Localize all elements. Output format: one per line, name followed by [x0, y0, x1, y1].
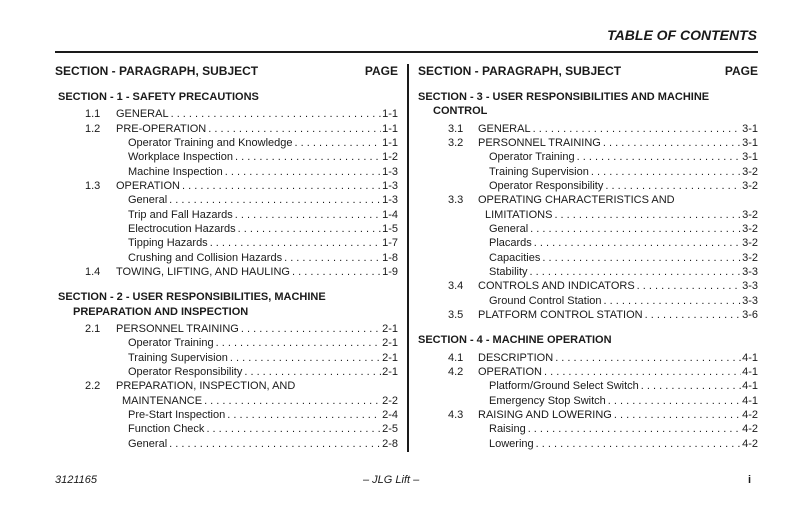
dot-leader: [603, 136, 741, 150]
toc-entry[interactable]: [418, 365, 758, 379]
toc-entry-number: 4.2: [448, 366, 464, 379]
toc-entry-title: Function Check: [128, 423, 205, 436]
toc-entry-page: 3-6: [742, 309, 758, 322]
toc-entry-title: CONTROLS AND INDICATORS: [478, 280, 635, 293]
dot-leader: [235, 208, 381, 222]
toc-entry-title: GENERAL: [116, 108, 169, 121]
toc-entry-title: GENERAL: [478, 122, 531, 135]
toc-entry[interactable]: [55, 208, 398, 222]
toc-entry-page: 2-1: [382, 337, 398, 350]
toc-entry-page: 2-1: [382, 366, 398, 379]
toc-entry[interactable]: [418, 279, 758, 293]
toc-entry-page: 4-1: [742, 380, 758, 393]
toc-entry[interactable]: [55, 251, 398, 265]
toc-entry-title: Crushing and Collision Hazards: [128, 251, 283, 264]
toc-entry[interactable]: [55, 107, 398, 121]
dot-leader: [555, 351, 741, 365]
dot-leader: [554, 208, 741, 222]
section-3-title-line2: CONTROL: [433, 105, 488, 118]
column-divider: [407, 64, 409, 452]
toc-entry-title: Operator Training: [128, 337, 214, 350]
toc-entry-number: 2.1: [85, 323, 101, 336]
toc-entry[interactable]: [55, 322, 398, 336]
header-rule: [55, 51, 758, 53]
toc-entry[interactable]: [418, 394, 758, 408]
toc-entry-page: 1-4: [382, 208, 398, 221]
section-2-title: [58, 290, 398, 319]
toc-entry[interactable]: [418, 265, 758, 279]
dot-leader: [182, 179, 381, 193]
toc-entry-title: PERSONNEL TRAINING: [478, 136, 601, 149]
toc-entry-title: Electrocution Hazards: [128, 223, 236, 236]
column-heading: [55, 62, 398, 82]
toc-entry-page: 1-1: [382, 136, 398, 149]
toc-entry[interactable]: [55, 136, 398, 150]
toc-entry-page: 3-2: [742, 208, 758, 221]
toc-entry[interactable]: [55, 394, 398, 408]
toc-entry[interactable]: [55, 150, 398, 164]
toc-entry-page: 1-3: [382, 194, 398, 207]
toc-entry-page: 3-2: [742, 251, 758, 264]
toc-entry-page: 2-1: [382, 351, 398, 364]
page-title: TABLE OF CONTENTS: [607, 27, 757, 43]
toc-entry-number: 3.2: [448, 136, 464, 149]
toc-entry-title: Stability: [489, 266, 528, 279]
toc-entry[interactable]: [55, 122, 398, 136]
toc-entry-number: 4.3: [448, 409, 464, 422]
section-4-entries: [418, 351, 758, 451]
toc-entry-number: 3.5: [448, 309, 464, 322]
dot-leader: [206, 422, 381, 436]
column-heading-subject: SECTION - PARAGRAPH, SUBJECT: [55, 64, 259, 78]
toc-entry-page: 3-2: [742, 237, 758, 250]
toc-entry-title: Operator Training and Knowledge: [128, 136, 293, 149]
toc-entry-title: PERSONNEL TRAINING: [116, 323, 239, 336]
dot-leader: [171, 107, 382, 121]
toc-entry-page: 1-3: [382, 165, 398, 178]
dot-leader: [604, 294, 742, 308]
toc-entry[interactable]: [418, 294, 758, 308]
dot-leader: [605, 179, 741, 193]
toc-entry-page: 3-2: [742, 223, 758, 235]
toc-entry[interactable]: [55, 365, 398, 379]
toc-entry[interactable]: [418, 193, 758, 207]
toc-entry[interactable]: [55, 379, 398, 393]
toc-entry-page: 2-8: [382, 437, 398, 450]
dot-leader: [230, 351, 381, 365]
toc-entry[interactable]: [55, 179, 398, 193]
toc-entry-number: 2.2: [85, 380, 101, 393]
toc-entry[interactable]: [55, 265, 398, 279]
toc-entry[interactable]: [418, 165, 758, 179]
dot-leader: [292, 265, 381, 279]
toc-entry-number: 1.1: [85, 108, 101, 121]
toc-entry[interactable]: [418, 236, 758, 250]
section-1-entries: [55, 107, 398, 279]
dot-leader: [227, 408, 381, 422]
dot-leader: [216, 336, 381, 350]
toc-entry-page: 1-8: [382, 251, 398, 264]
toc-entry[interactable]: [55, 236, 398, 250]
toc-entry[interactable]: [418, 437, 758, 451]
toc-entry[interactable]: [418, 351, 758, 365]
dot-leader: [238, 222, 381, 236]
toc-entry[interactable]: [55, 351, 398, 365]
toc-entry-page: 1-1: [382, 122, 398, 135]
column-heading-subject-right: SECTION - PARAGRAPH, SUBJECT: [418, 64, 622, 78]
dot-leader: [536, 437, 741, 451]
toc-entry-title: TOWING, LIFTING, AND HAULING: [116, 266, 290, 279]
toc-entry-title: Training Supervision: [128, 351, 228, 364]
dot-leader: [533, 122, 742, 136]
toc-entry-page: 4-1: [742, 366, 758, 379]
toc-entry-title: Operator Responsibility: [489, 179, 604, 192]
dot-leader: [530, 222, 741, 236]
toc-entry[interactable]: [418, 208, 758, 222]
toc-entry-page: 2-5: [382, 423, 398, 436]
right-column: [418, 62, 758, 451]
toc-entry[interactable]: [418, 379, 758, 393]
dot-leader: [641, 379, 741, 393]
toc-entry[interactable]: [418, 150, 758, 164]
toc-entry[interactable]: [418, 122, 758, 136]
toc-entry-title: Placards: [489, 237, 532, 250]
toc-entry-number: 1.4: [85, 266, 101, 279]
toc-entry-title: Raising: [489, 423, 526, 436]
toc-entry[interactable]: [418, 251, 758, 265]
toc-entry[interactable]: [55, 193, 398, 207]
toc-entry-title: PREPARATION, INSPECTION, AND: [116, 380, 296, 393]
toc-entry-number: 4.1: [448, 351, 464, 364]
toc-entry[interactable]: [418, 179, 758, 193]
toc-entry-title: Capacities: [489, 251, 541, 264]
toc-entry-number: 3.3: [448, 194, 464, 207]
toc-entry-title: Operator Responsibility: [128, 366, 243, 379]
dot-leader: [645, 308, 741, 322]
toc-entry-title: OPERATION: [478, 366, 542, 379]
dot-leader: [244, 365, 381, 379]
toc-entry-number: 3.1: [448, 122, 464, 135]
dot-leader: [542, 251, 741, 265]
toc-entry-page: 4-1: [742, 394, 758, 407]
toc-entry-title: OPERATION: [116, 180, 180, 193]
section-2-title-line2: PREPARATION AND INSPECTION: [73, 305, 249, 318]
dot-leader: [608, 394, 741, 408]
toc-entry-page: 4-2: [742, 423, 758, 436]
toc-entry[interactable]: [418, 408, 758, 422]
toc-entry-page: 3-1: [742, 151, 758, 164]
column-heading-page: PAGE: [364, 64, 398, 78]
dot-leader: [544, 365, 741, 379]
toc-entry[interactable]: [55, 165, 398, 179]
toc-entry-page: 4-2: [742, 437, 758, 450]
dot-leader: [169, 193, 381, 207]
section-3-title-line1: SECTION - 3 - USER RESPONSIBILITIES AND MACHINE: [418, 91, 710, 103]
toc-entry[interactable]: [55, 222, 398, 236]
toc-entry-page: 1-3: [382, 180, 398, 193]
toc-entry-page: 1-5: [382, 223, 398, 236]
dot-leader: [204, 394, 381, 408]
footer-brand: – JLG Lift –: [363, 474, 420, 486]
toc-entry[interactable]: [55, 422, 398, 436]
toc-entry-page: 3-1: [742, 122, 758, 135]
dot-leader: [225, 165, 381, 179]
dot-leader: [534, 236, 741, 250]
toc-entry-number: 1.2: [85, 122, 101, 135]
dot-leader: [637, 279, 741, 293]
toc-entry-page: 3-3: [742, 266, 758, 279]
toc-entry-title: Tipping Hazards: [128, 237, 208, 250]
toc-entry-title: PRE-OPERATION: [116, 122, 207, 135]
dot-leader: [577, 150, 741, 164]
section-1-title: SECTION - 1 - SAFETY PRECAUTIONS: [58, 91, 259, 103]
document-number: 3121165: [55, 474, 98, 486]
toc-entry-title: Emergency Stop Switch: [489, 394, 606, 407]
toc-entry-title: Training Supervision: [489, 165, 589, 178]
toc-entry-title: PLATFORM CONTROL STATION: [478, 309, 643, 322]
toc-entry[interactable]: [55, 408, 398, 422]
dot-leader: [284, 251, 381, 265]
dot-leader: [208, 122, 381, 136]
toc-entry-page: 3-3: [742, 294, 758, 307]
toc-entry-page: 2-4: [382, 409, 398, 422]
toc-entry-page: 2-1: [382, 323, 398, 336]
column-heading-page-right: PAGE: [724, 64, 758, 78]
toc-entry-title: Trip and Fall Hazards: [128, 208, 233, 221]
column-heading-right: [418, 62, 758, 82]
toc-entry[interactable]: [418, 308, 758, 322]
section-4-title: SECTION - 4 - MACHINE OPERATION: [418, 334, 612, 347]
toc-entry-title: General: [489, 223, 529, 235]
toc-entry-page: 1-1: [382, 108, 398, 121]
toc-entry-title: LIMITATIONS: [485, 208, 553, 221]
toc-entry-page: 1-2: [382, 151, 398, 164]
toc-entry-title: Lowering: [489, 437, 534, 450]
toc-entry-title: MAINTENANCE: [122, 394, 203, 407]
toc-entry-page: 1-7: [382, 237, 398, 250]
dot-leader: [241, 322, 381, 336]
toc-entry[interactable]: [418, 422, 758, 436]
dot-leader: [169, 437, 381, 451]
section-3-entries: [418, 122, 758, 323]
toc-entry[interactable]: [418, 136, 758, 150]
toc-entry-page: 1-9: [382, 266, 398, 279]
toc-entry-number: 3.4: [448, 280, 464, 293]
toc-entry[interactable]: [55, 437, 398, 451]
toc-entry-title: General: [128, 194, 168, 207]
page-number: i: [748, 474, 752, 486]
section-2-title-line1: SECTION - 2 - USER RESPONSIBILITIES, MACHINE: [58, 291, 326, 304]
toc-entry-title: Operator Training: [489, 151, 575, 164]
toc-entry[interactable]: [55, 336, 398, 350]
left-column: [55, 62, 398, 451]
toc-entry-title: Pre-Start Inspection: [128, 409, 226, 422]
toc-entry-page: 2-2: [382, 394, 398, 407]
toc-entry[interactable]: [418, 222, 758, 236]
toc-entry-title: DESCRIPTION: [478, 351, 554, 364]
toc-entry-page: 3-3: [742, 280, 758, 293]
dot-leader: [614, 408, 741, 422]
dot-leader: [295, 136, 382, 150]
toc-entry-title: RAISING AND LOWERING: [478, 409, 612, 422]
section-2-entries: [55, 322, 398, 451]
toc-entry-title: Machine Inspection: [128, 165, 223, 178]
dot-leader: [591, 165, 741, 179]
section-3-title: [418, 90, 758, 119]
dot-leader: [210, 236, 381, 250]
toc-entry-page: 3-1: [742, 136, 758, 149]
toc-entry-title: Workplace Inspection: [128, 151, 233, 164]
toc-entry-title: Ground Control Station: [489, 294, 602, 307]
dot-leader: [530, 265, 742, 279]
dot-leader: [235, 150, 381, 164]
toc-entry-page: 4-2: [742, 409, 758, 422]
toc-entry-page: 4-1: [742, 351, 758, 364]
toc-entry-title: OPERATING CHARACTERISTICS AND: [478, 194, 675, 207]
toc-entry-title: General: [128, 437, 168, 450]
toc-entry-number: 1.3: [85, 180, 101, 193]
toc-entry-page: 3-2: [742, 165, 758, 178]
toc-entry-title: Platform/Ground Select Switch: [489, 380, 639, 393]
dot-leader: [528, 422, 741, 436]
toc-entry-page: 3-2: [742, 179, 758, 192]
